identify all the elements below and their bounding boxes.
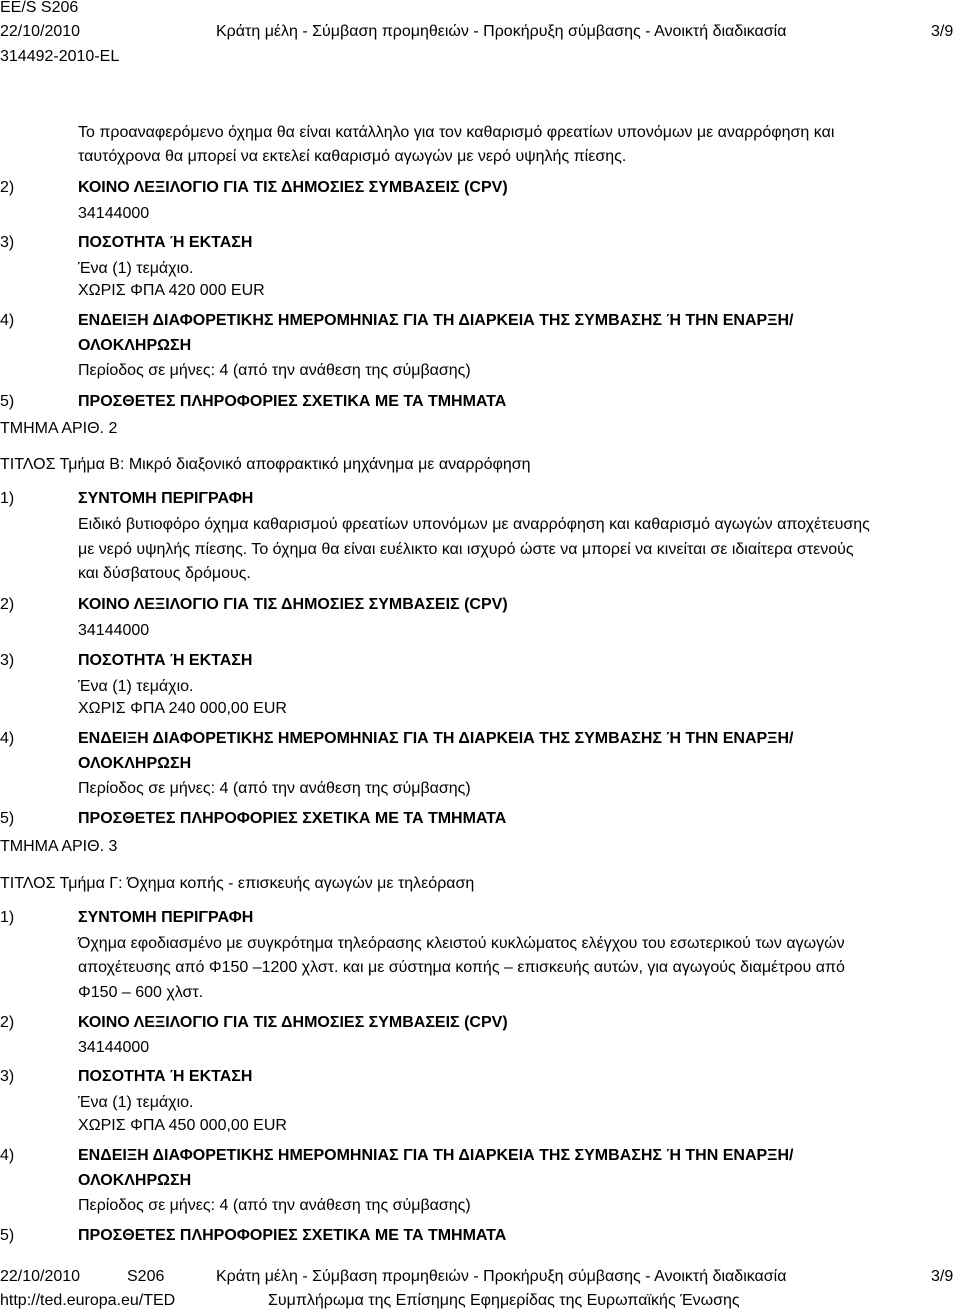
section-heading (0, 1225, 960, 1247)
section-heading (0, 1012, 960, 1034)
section-heading (0, 488, 960, 510)
body-text-line: Φ150 – 600 χλστ. (78, 984, 204, 1001)
footer-doc-title: Κράτη μέλη - Σύμβαση προμηθειών - Προκήρυξη σύμβασης - Ανοικτή διαδικασία (216, 1268, 787, 1285)
body-text-line: και δύσβατους δρόμους. (78, 565, 251, 582)
section-title: ΠΟΣΟΤΗΤΑ Ή ΕΚΤΑΣΗ (78, 234, 253, 251)
body-text-line: Περίοδος σε μήνες: 4 (από την ανάθεση της σύμβασης) (78, 780, 471, 797)
section-number: 4) (0, 1147, 15, 1164)
section-heading (0, 594, 960, 616)
footer-supplement: Συμπλήρωμα της Επίσημης Εφημερίδας της Ευρωπαϊκής Ένωσης (268, 1292, 740, 1309)
body-text-line: Ειδικό βυτιοφόρο όχημα καθαρισμού φρεατίων υπονόμων με αναρρόφηση και καθαρισμό αγωγών αποχέτευσης (78, 516, 870, 533)
section-number: 5) (0, 393, 15, 410)
body-text-line: ΧΩΡΙΣ ΦΠΑ 450 000,00 EUR (78, 1117, 287, 1134)
section-heading (0, 310, 960, 332)
header-doc-code: EE/S S206 (0, 0, 79, 16)
section-number: 2) (0, 596, 15, 613)
page-header (0, 0, 960, 65)
section-title: ΚΟΙΝΟ ΛΕΞΙΛΟΓΙΟ ΓΙΑ ΤΙΣ ΔΗΜΟΣΙΕΣ ΣΥΜΒΑΣΕΙΣ (CPV) (78, 596, 508, 613)
section-number: 3) (0, 1068, 15, 1085)
section-heading (0, 1066, 960, 1088)
section-number: 4) (0, 312, 15, 329)
section-heading (0, 177, 960, 199)
body-text-line: με νερό υψηλής πίεσης. Το όχημα θα είναι ευέλικτο και ισχυρό ώστε να μπορεί να κινείται σε ιδιαίτερα στενούς (78, 541, 854, 558)
header-page-number: 3/9 (931, 23, 954, 40)
section-number: 1) (0, 909, 15, 926)
page-footer (0, 1263, 960, 1311)
body-text-line: ταυτόχρονα θα μπορεί να εκτελεί καθαρισμό αγωγών με νερό υψηλής πίεσης. (78, 148, 627, 165)
section-title: ΕΝΔΕΙΞΗ ΔΙΑΦΟΡΕΤΙΚΗΣ ΗΜΕΡΟΜΗΝΙΑΣ ΓΙΑ ΤΗ ΔΙΑΡΚΕΙΑ ΤΗΣ ΣΥΜΒΑΣΗΣ Ή ΤΗΝ ΕΝΑΡΞΗ/ (78, 1147, 794, 1164)
section-number: 4) (0, 730, 15, 747)
body-text-line: 34144000 (78, 622, 150, 639)
body-text-line: 34144000 (78, 1039, 150, 1056)
section-title: ΣΥΝΤΟΜΗ ΠΕΡΙΓΡΑΦΗ (78, 490, 254, 507)
header-doc-title: Κράτη μέλη - Σύμβαση προμηθειών - Προκήρυξη σύμβασης - Ανοικτή διαδικασία (216, 23, 787, 40)
body-text-line: Το προαναφερόμενο όχημα θα είναι κατάλληλο για τον καθαρισμό φρεατίων υπονόμων με αναρρόφηση και (78, 124, 835, 141)
section-number: 2) (0, 179, 15, 196)
body-text-line: ΧΩΡΙΣ ΦΠΑ 420 000 EUR (78, 282, 265, 299)
section-heading (0, 728, 960, 750)
section-title: ΕΝΔΕΙΞΗ ΔΙΑΦΟΡΕΤΙΚΗΣ ΗΜΕΡΟΜΗΝΙΑΣ ΓΙΑ ΤΗ ΔΙΑΡΚΕΙΑ ΤΗΣ ΣΥΜΒΑΣΗΣ Ή ΤΗΝ ΕΝΑΡΞΗ/ (78, 312, 794, 329)
footer-doc-code: S206 (127, 1268, 165, 1285)
body-text-line: Όχημα εφοδιασμένο με συγκρότημα τηλεόρασης κλειστού κυκλώματος ελέγχου του εσωτερικού των αγωγών (78, 935, 845, 952)
body-text-line: Περίοδος σε μήνες: 4 (από την ανάθεση της σύμβασης) (78, 1197, 471, 1214)
section-title-continuation: ΟΛΟΚΛΗΡΩΣΗ (78, 1172, 192, 1189)
section-title: ΠΟΣΟΤΗΤΑ Ή ΕΚΤΑΣΗ (78, 1068, 253, 1085)
body-text-line: Ένα (1) τεμάχιο. (78, 260, 194, 277)
section-title: ΠΟΣΟΤΗΤΑ Ή ΕΚΤΑΣΗ (78, 652, 253, 669)
section-title-continuation: ΟΛΟΚΛΗΡΩΣΗ (78, 755, 192, 772)
footer-page-number: 3/9 (931, 1268, 954, 1285)
section-title: ΚΟΙΝΟ ΛΕΞΙΛΟΓΙΟ ΓΙΑ ΤΙΣ ΔΗΜΟΣΙΕΣ ΣΥΜΒΑΣΕΙΣ (CPV) (78, 1014, 508, 1031)
section-title-continuation: ΟΛΟΚΛΗΡΩΣΗ (78, 337, 192, 354)
body-text-line: ΧΩΡΙΣ ΦΠΑ 240 000,00 EUR (78, 700, 287, 717)
section-title: ΣΥΝΤΟΜΗ ΠΕΡΙΓΡΑΦΗ (78, 909, 254, 926)
body-text-line: ΤΙΤΛΟΣ Τμήμα Γ: Όχημα κοπής - επισκευής αγωγών με τηλεόραση (0, 875, 475, 892)
section-heading (0, 391, 960, 413)
section-title: ΕΝΔΕΙΞΗ ΔΙΑΦΟΡΕΤΙΚΗΣ ΗΜΕΡΟΜΗΝΙΑΣ ΓΙΑ ΤΗ ΔΙΑΡΚΕΙΑ ΤΗΣ ΣΥΜΒΑΣΗΣ Ή ΤΗΝ ΕΝΑΡΞΗ/ (78, 730, 794, 747)
section-title: ΠΡΟΣΘΕΤΕΣ ΠΛΗΡΟΦΟΡΙΕΣ ΣΧΕΤΙΚΑ ΜΕ ΤΑ ΤΜΗΜΑΤΑ (78, 393, 507, 410)
section-heading (0, 808, 960, 830)
section-number: 5) (0, 1227, 15, 1244)
section-number: 5) (0, 810, 15, 827)
section-heading (0, 650, 960, 672)
section-heading (0, 232, 960, 254)
section-title: ΠΡΟΣΘΕΤΕΣ ΠΛΗΡΟΦΟΡΙΕΣ ΣΧΕΤΙΚΑ ΜΕ ΤΑ ΤΜΗΜΑΤΑ (78, 810, 507, 827)
body-text-line: Ένα (1) τεμάχιο. (78, 1094, 194, 1111)
body-text-line: 34144000 (78, 205, 150, 222)
body-text-line: αποχέτευσης από Φ150 –1200 χλστ. και με σύστημα κοπής – επισκευής αυτών, για αγωγούς διαμέτρου από (78, 959, 845, 976)
header-doc-id: 314492-2010-EL (0, 48, 120, 65)
footer-url[interactable]: http://ted.europa.eu/TED (0, 1292, 176, 1309)
body-text-line: Ένα (1) τεμάχιο. (78, 678, 194, 695)
section-number: 3) (0, 234, 15, 251)
section-title: ΠΡΟΣΘΕΤΕΣ ΠΛΗΡΟΦΟΡΙΕΣ ΣΧΕΤΙΚΑ ΜΕ ΤΑ ΤΜΗΜΑΤΑ (78, 1227, 507, 1244)
footer-date: 22/10/2010 (0, 1268, 81, 1285)
body-text-line: Περίοδος σε μήνες: 4 (από την ανάθεση της σύμβασης) (78, 362, 471, 379)
section-heading (0, 907, 960, 929)
header-date: 22/10/2010 (0, 23, 81, 40)
section-number: 2) (0, 1014, 15, 1031)
body-text-line: ΤΜΗΜΑ ΑΡΙΘ. 2 (0, 420, 118, 437)
section-heading (0, 1145, 960, 1167)
section-title: ΚΟΙΝΟ ΛΕΞΙΛΟΓΙΟ ΓΙΑ ΤΙΣ ΔΗΜΟΣΙΕΣ ΣΥΜΒΑΣΕΙΣ (CPV) (78, 179, 508, 196)
section-number: 3) (0, 652, 15, 669)
section-number: 1) (0, 490, 15, 507)
body-text-line: ΤΜΗΜΑ ΑΡΙΘ. 3 (0, 838, 118, 855)
body-text-line: ΤΙΤΛΟΣ Τμήμα Β: Μικρό διαξονικό αποφρακτικό μηχάνημα με αναρρόφηση (0, 456, 531, 473)
